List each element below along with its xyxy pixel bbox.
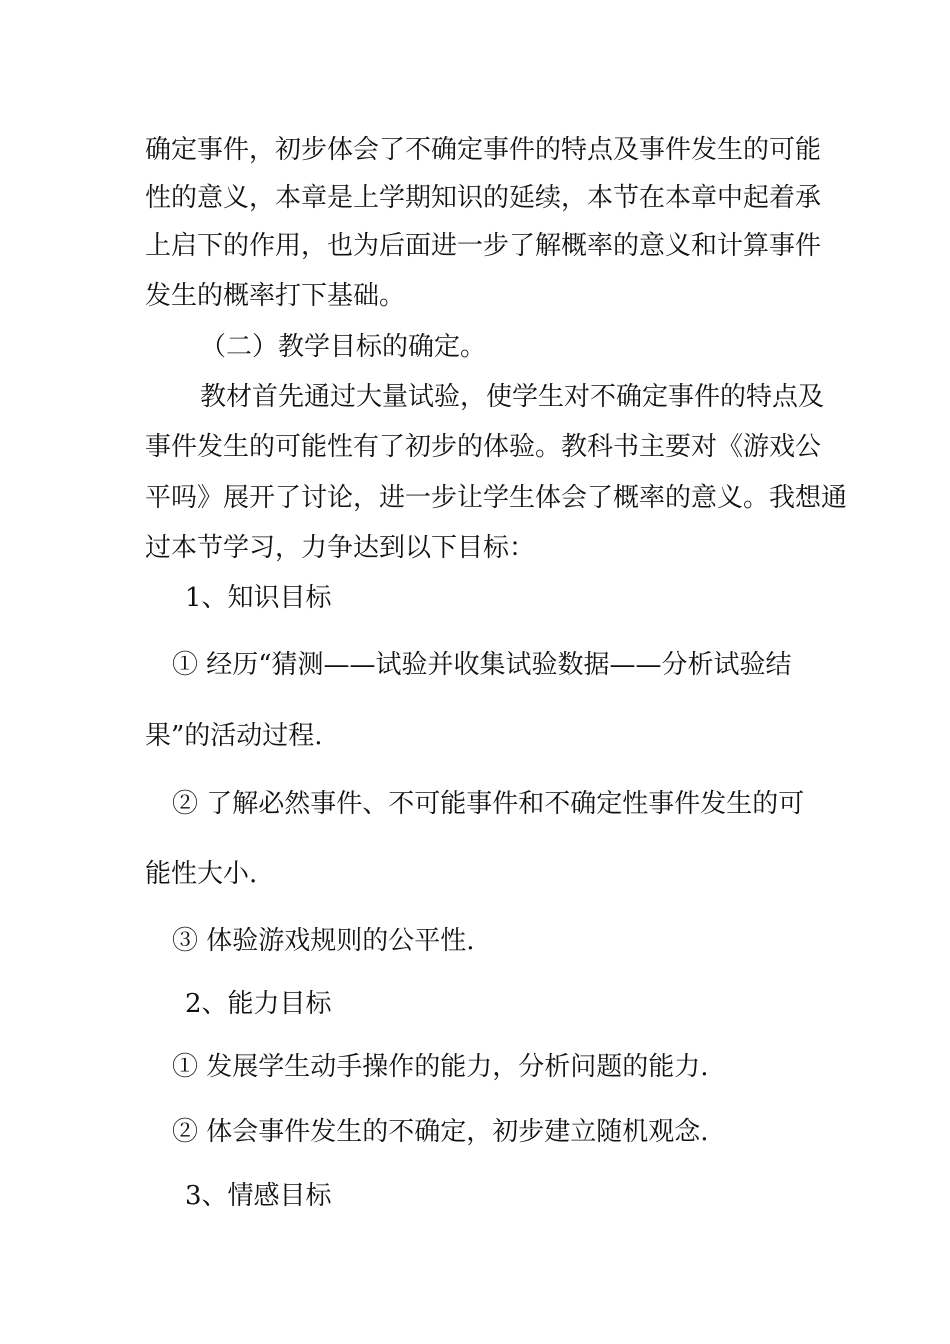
subheading-ability-goals: 2、能力目标 bbox=[185, 989, 332, 1019]
paragraph-line-1: 确定事件，初步体会了不确定事件的特点及事件发生的可能 bbox=[145, 135, 822, 165]
section-heading-teaching-goals: （二）教学目标的确定。 bbox=[200, 332, 487, 362]
subheading-emotional-goals: 3、情感目标 bbox=[185, 1181, 332, 1211]
paragraph-line-2: 性的意义，本章是上学期知识的延续，本节在本章中起着承 bbox=[145, 183, 822, 213]
list-item-knowledge-3: ③ 体验游戏规则的公平性. bbox=[172, 926, 475, 956]
paragraph-line-4: 发生的概率打下基础。 bbox=[145, 281, 406, 311]
list-item-knowledge-1: ① 经历“猜测——试验并收集试验数据——分析试验结 bbox=[172, 650, 792, 680]
list-item-ability-2: ② 体会事件发生的不确定，初步建立随机观念. bbox=[172, 1117, 709, 1147]
paragraph-line-3: 上启下的作用，也为后面进一步了解概率的意义和计算事件 bbox=[145, 231, 822, 261]
list-item-knowledge-1-cont: 果”的活动过程. bbox=[145, 721, 323, 751]
paragraph-line-5: 教材首先通过大量试验，使学生对不确定事件的特点及 bbox=[200, 382, 825, 412]
paragraph-line-7: 平吗》展开了讨论，进一步让学生体会了概率的意义。我想通 bbox=[145, 483, 848, 513]
paragraph-line-8: 过本节学习，力争达到以下目标： bbox=[145, 533, 536, 563]
list-item-knowledge-2: ② 了解必然事件、不可能事件和不确定性事件发生的可 bbox=[172, 789, 805, 819]
list-item-knowledge-2-cont: 能性大小. bbox=[145, 859, 258, 889]
subheading-knowledge-goals: 1、知识目标 bbox=[185, 583, 332, 613]
list-item-ability-1: ① 发展学生动手操作的能力，分析问题的能力. bbox=[172, 1052, 709, 1082]
paragraph-line-6: 事件发生的可能性有了初步的体验。教科书主要对《游戏公 bbox=[145, 432, 822, 462]
